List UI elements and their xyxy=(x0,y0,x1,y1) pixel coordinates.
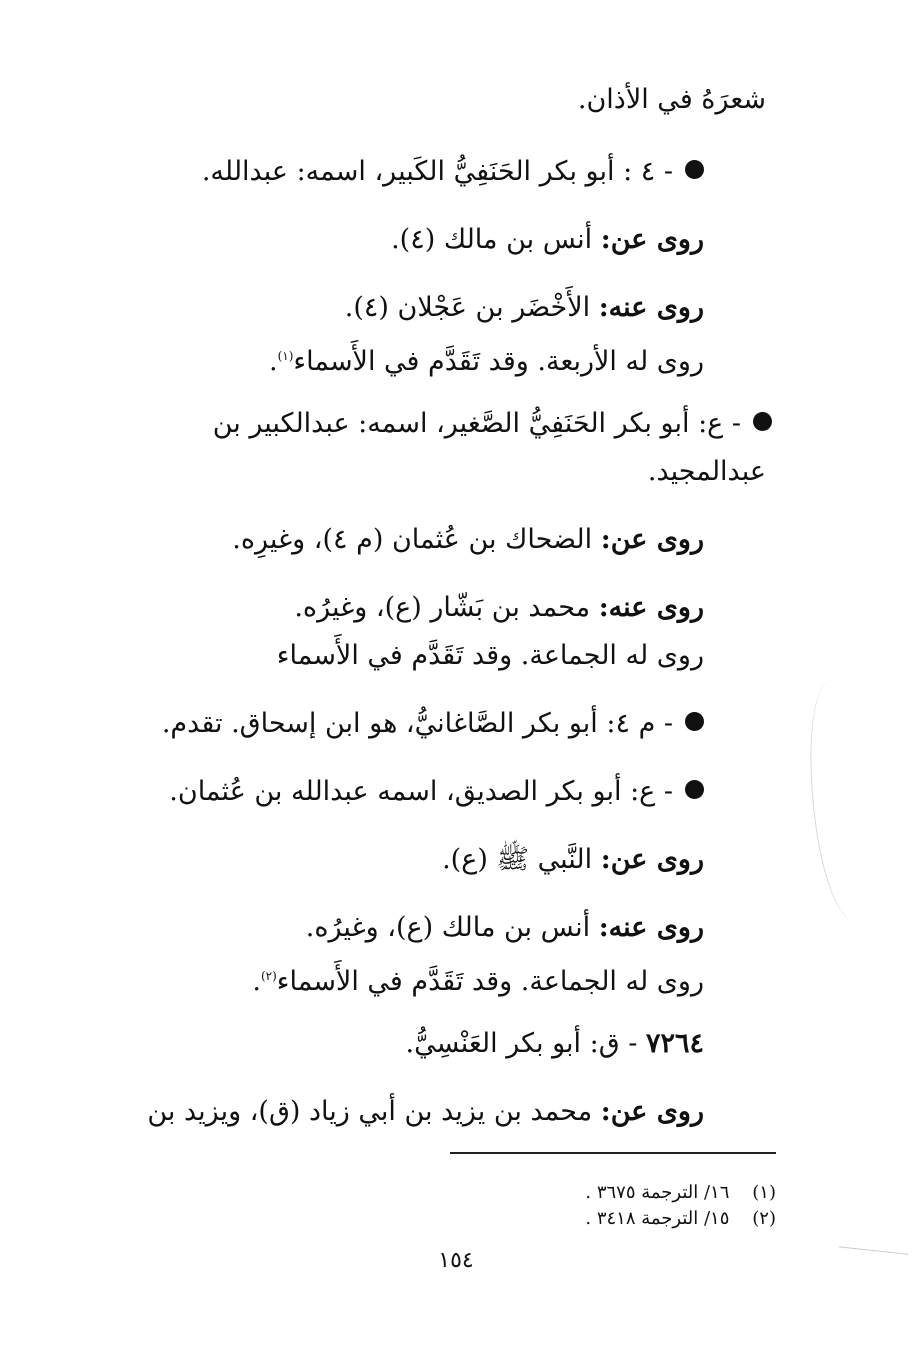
footnote xyxy=(585,1206,776,1232)
entry-line: - م ٤: أبو بكر الصَّاغانيُّ، هو ابن إسحاق. تقدم. xyxy=(162,704,704,744)
footnote xyxy=(585,1180,776,1206)
text-line: روى له الأربعة. وقد تَقَدَّم في الأَسماء$^{(١)}$. xyxy=(268,346,704,377)
text-line: شعرَهُ في الأذان. xyxy=(577,84,766,115)
footnote-separator xyxy=(450,1152,776,1154)
narrated-by-line: روى عنه: أنس بن مالك (ع)، وغيرُه. xyxy=(305,912,704,943)
entry-line: - ٤ : أبو بكر الحَنَفِيُّ الكَبير، اسمه: عبدالله. xyxy=(202,152,704,192)
footnote-number: (٢) xyxy=(752,1208,776,1229)
text-line: عبدالمجيد. xyxy=(647,456,766,487)
text-line: روى له الجماعة. وقد تَقَدَّم في الأَسماء xyxy=(276,640,704,671)
bullet-icon xyxy=(685,160,704,179)
narrated-from-line: روى عن: النَّبي ﷺ (ع). xyxy=(442,844,704,875)
narrated-by-line: روى عنه: محمد بن بَشّار (ع)، وغيرُه. xyxy=(294,592,704,623)
entry-line: - ع: أبو بكر الصديق، اسمه عبدالله بن عُثمان. xyxy=(169,772,704,812)
narrated-from-line: روى عن: الضحاك بن عُثمان (م ٤)، وغيرِه. xyxy=(232,524,704,555)
footnote-text: ١٥/ الترجمة ٣٤١٨ . xyxy=(585,1208,730,1229)
footnote-number: (١) xyxy=(752,1182,776,1203)
bullet-icon xyxy=(685,780,704,799)
narrated-from-line: روى عن: أنس بن مالك (٤). xyxy=(391,224,704,255)
page-number: ١٥٤ xyxy=(438,1248,474,1273)
bullet-icon xyxy=(753,412,772,431)
text-line: روى له الجماعة. وقد تَقَدَّم في الأَسماء$^{(٢)}$. xyxy=(252,966,704,997)
scan-artifact xyxy=(796,677,890,923)
footnote-ref: (١) xyxy=(277,349,294,363)
entry-line: - ع: أبو بكر الحَنَفِيُّ الصَّغير، اسمه: عبدالكبير بن xyxy=(213,404,772,444)
entry-heading: ٧٢٦٤ - ق: أبو بكر العَنْسِيُّ. xyxy=(405,1028,704,1059)
footnote-ref: (٢) xyxy=(260,969,277,983)
footnote-text: ١٦/ الترجمة ٣٦٧٥ . xyxy=(585,1182,730,1203)
narrated-from-line: روى عن: محمد بن يزيد بن أبي زياد (ق)، ويزيد بن xyxy=(147,1096,704,1127)
bullet-icon xyxy=(685,712,704,731)
narrated-by-line: روى عنه: الأَخْضَر بن عَجْلان (٤). xyxy=(344,292,704,323)
